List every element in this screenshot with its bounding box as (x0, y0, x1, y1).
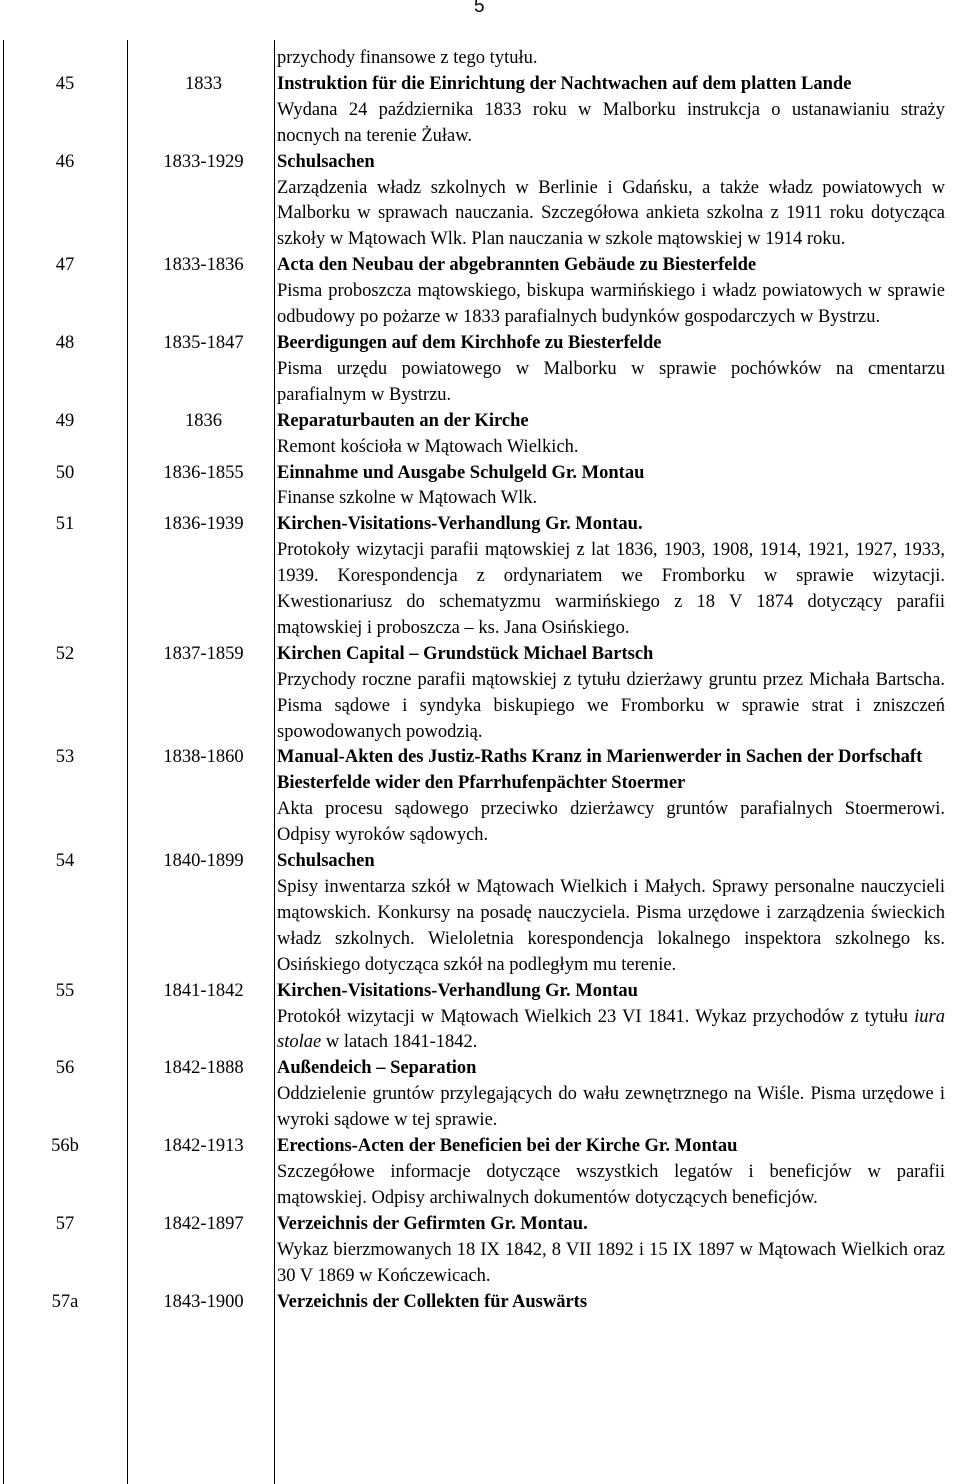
entry-description: Akta procesu sądowego przeciwko dzierżawcy gruntów parafialnych Stoermerowi. Odpisy wyroków sądowych. (277, 799, 945, 846)
entry-description-latin-term: iura stolae (277, 1006, 945, 1053)
entry-title: Beerdigungen auf dem Kirchhofe zu Biesterfelde (277, 332, 662, 353)
entry-number: 57 (55, 1213, 75, 1234)
entry-years: 1833 (185, 73, 222, 94)
table-row (0, 409, 960, 461)
entry-content (277, 331, 945, 409)
entry-years: 1840-1899 (163, 851, 244, 872)
entry-years: 1838-1860 (163, 747, 244, 768)
entry-title: Verzeichnis der Gefirmten Gr. Montau. (277, 1213, 588, 1234)
entry-description (277, 1005, 945, 1057)
entry-description: Przychody roczne parafii mątowskiej z tytułu dzierżawy gruntu przez Michała Bartscha. Pisma sądowe i syndyka biskupiego we Fromborku w sprawie strat i zniszczeń spowodowanych powodzią. (277, 669, 945, 742)
entry-title: Kirchen Capital – Grundstück Michael Bartsch (277, 643, 654, 664)
entry-description: Wydana 24 października 1833 roku w Malborku instrukcja o ustanawianiu straży nocnych na terenie Żuław. (277, 99, 945, 146)
table-row (0, 1212, 960, 1290)
entry-years: 1842-1897 (163, 1213, 244, 1234)
entry-description: Pisma proboszcza mątowskiego, biskupa warmińskiego i władz powiatowych w sprawie odbudowy po pożarze w 1833 parafialnych budynków gospodarczych w Bystrzu. (277, 281, 945, 328)
entry-content (277, 745, 945, 849)
entry-title: Schulsachen (277, 151, 375, 172)
table-row (0, 979, 960, 1057)
archive-inventory-table (0, 46, 960, 1315)
entry-number: 45 (55, 73, 75, 94)
entry-content (277, 150, 945, 254)
entry-number: 46 (55, 151, 75, 172)
table-row (0, 1056, 960, 1134)
entry-content (277, 1212, 945, 1290)
entry-number: 56b (51, 1136, 79, 1157)
entry-description-text: w latach 1841-1842. (321, 1032, 478, 1053)
entry-number: 53 (55, 747, 75, 768)
entry-years: 1835-1847 (163, 332, 244, 353)
entry-number: 55 (55, 980, 75, 1001)
entry-number: 47 (55, 255, 75, 276)
table-row (0, 461, 960, 513)
table-row (0, 642, 960, 746)
entry-years: 1836-1939 (163, 514, 244, 535)
entry-title: Verzeichnis der Collekten für Auswärts (277, 1291, 588, 1312)
entry-description: Pisma urzędu powiatowego w Malborku w sprawie pochówków na cmentarzu parafialnym w Bystrzu. (277, 358, 945, 405)
table-row (0, 46, 960, 72)
entry-title: Kirchen-Visitations-Verhandlung Gr. Montau. (277, 514, 643, 535)
table-row (0, 150, 960, 254)
table-row (0, 72, 960, 150)
entry-title: Kirchen-Visitations-Verhandlung Gr. Montau (277, 980, 638, 1001)
entry-years: 1837-1859 (163, 643, 244, 664)
entry-content (277, 72, 945, 150)
entry-years: 1833-1929 (163, 151, 244, 172)
table-row (0, 1134, 960, 1212)
table-row (0, 745, 960, 849)
entry-description: Spisy inwentarza szkół w Mątowach Wielkich i Małych. Sprawy personalne nauczycieli mątowskich. Konkursy na posadę nauczyciela. Pisma urzędowe i zarządzenia świeckich władz szkolnych. Wieloletnia korespondencja lokalnego inspektora szkolnego ks. Osińskiego dotycząca szkół na podległym mu terenie. (277, 877, 945, 975)
entry-content (277, 1134, 945, 1212)
entry-title: Manual-Akten des Justiz-Raths Kranz in Marienwerder in Sachen der Dorfschaft Biesterfelde wider den Pfarrhufenpächter Stoermer (277, 747, 923, 794)
entry-number: 50 (55, 462, 75, 483)
entry-number: 51 (55, 514, 75, 535)
entry-years: 1842-1888 (163, 1058, 244, 1079)
entry-years: 1842-1913 (163, 1136, 244, 1157)
entry-content (277, 46, 945, 72)
entry-title: Außendeich – Separation (277, 1058, 477, 1079)
page-number: 5 (474, 0, 485, 17)
entry-number: 48 (55, 332, 75, 353)
entry-content (277, 1290, 945, 1316)
entry-description: Protokoły wizytacji parafii mątowskiej z lat 1836, 1903, 1908, 1914, 1921, 1927, 1933, 1939. Korespondencja z ordynariatem we Fromborku w sprawie wizytacji. Kwestionariusz do schematyzmu warmińskiego z 18 V 1874 dotyczący parafii mątowskiej i proboszcza – ks. Jana Osińskiego. (277, 540, 945, 638)
entry-description: przychody finansowe z tego tytułu. (277, 48, 538, 68)
entry-description: Wykaz bierzmowanych 18 IX 1842, 8 VII 1892 i 15 IX 1897 w Mątowach Wielkich oraz 30 V 1869 w Kończewicach. (277, 1239, 945, 1286)
entry-content (277, 979, 945, 1057)
table-row (0, 512, 960, 642)
entry-content (277, 642, 945, 746)
entry-description: Szczegółowe informacje dotyczące wszystkich legatów i beneficjów w parafii mątowskiej. Odpisy archiwalnych dokumentów dotyczących beneficjów. (277, 1161, 945, 1208)
entry-description: Remont kościoła w Mątowach Wielkich. (277, 436, 579, 457)
table-row (0, 253, 960, 331)
entry-description: Oddzielenie gruntów przylegających do wału zewnętrznego na Wiśle. Pisma urzędowe i wyroki sądowe w tej sprawie. (277, 1084, 945, 1131)
entry-title: Einnahme und Ausgabe Schulgeld Gr. Montau (277, 462, 645, 483)
entry-years: 1843-1900 (163, 1291, 244, 1312)
entry-content (277, 409, 945, 461)
entry-title: Reparaturbauten an der Kirche (277, 410, 529, 431)
entry-years: 1841-1842 (163, 980, 244, 1001)
entry-years: 1836 (185, 410, 222, 431)
entry-number: 54 (55, 851, 75, 872)
entry-description-text: Protokół wizytacji w Mątowach Wielkich 23 VI 1841. Wykaz przychodów z tytułu (277, 1006, 915, 1027)
entry-title: Schulsachen (277, 851, 375, 872)
entry-content (277, 461, 945, 513)
table-row (0, 849, 960, 979)
entry-years: 1833-1836 (163, 255, 244, 276)
entry-content (277, 512, 945, 642)
entry-content (277, 1056, 945, 1134)
entry-years: 1836-1855 (163, 462, 244, 483)
entry-number: 56 (55, 1058, 75, 1079)
entry-title: Erections-Acten der Beneficien bei der Kirche Gr. Montau (277, 1136, 738, 1157)
entry-description: Zarządzenia władz szkolnych w Berlinie i Gdańsku, a także władz powiatowych w Malborku w sprawach nauczania. Szczegółowa ankieta szkolna z 1911 roku dotycząca szkoły w Mątowach Wlk. Plan nauczania w szkole mątowskiej w 1914 roku. (277, 177, 945, 250)
table-row (0, 331, 960, 409)
entry-content (277, 849, 945, 979)
entry-number: 49 (55, 410, 75, 431)
entry-number: 57a (51, 1291, 79, 1312)
table-row (0, 1290, 960, 1316)
entry-description: Finanse szkolne w Mątowach Wlk. (277, 488, 538, 509)
entry-number: 52 (55, 643, 75, 664)
entry-title: Instruktion für die Einrichtung der Nachtwachen auf dem platten Lande (277, 73, 852, 94)
entry-content (277, 253, 945, 331)
entry-title: Acta den Neubau der abgebrannten Gebäude zu Biesterfelde (277, 255, 757, 276)
